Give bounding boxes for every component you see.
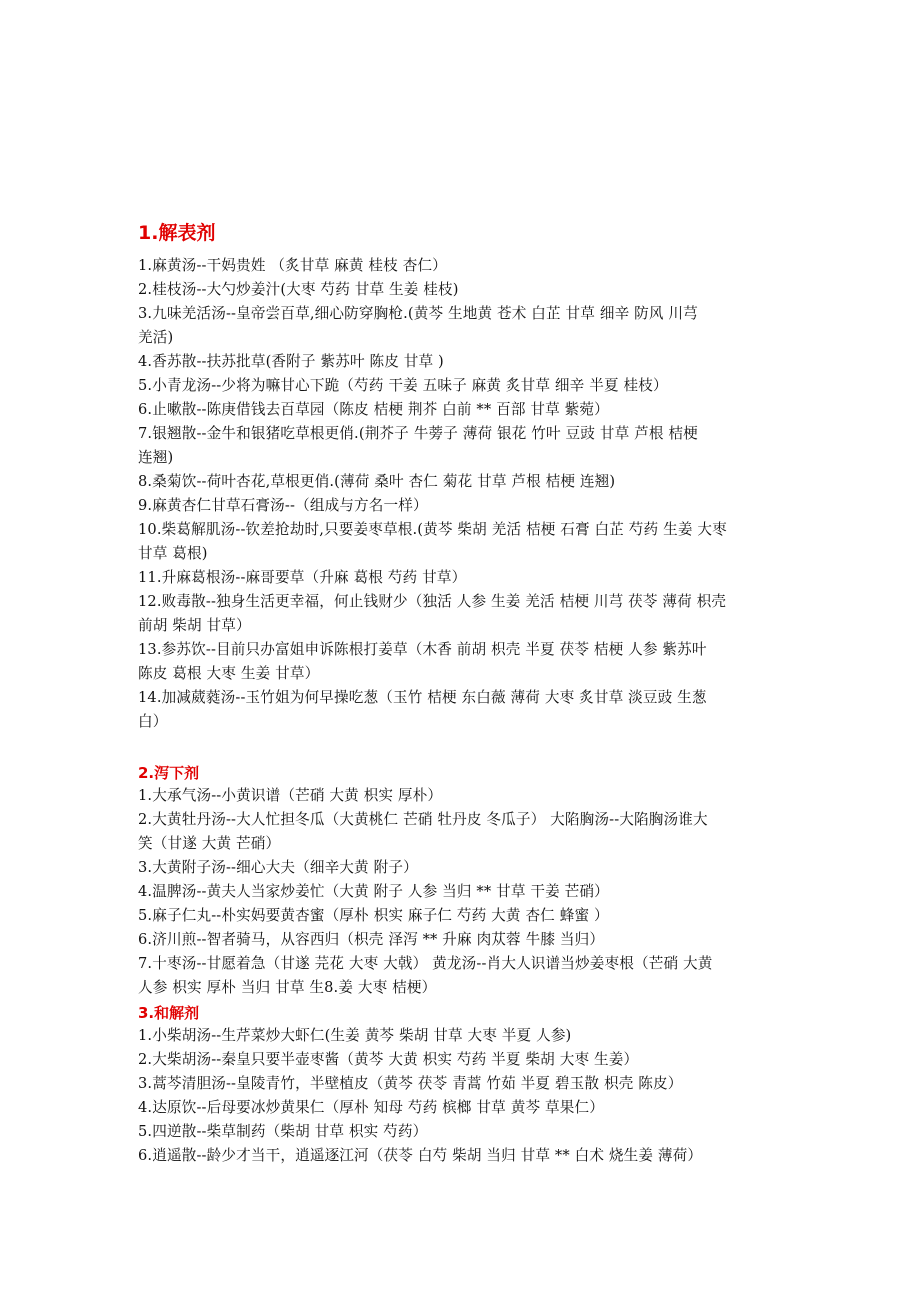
text-line: 7.银翘散--金牛和银猪吃草根更俏.(荆芥子 牛蒡子 薄荷 银花 竹叶 豆豉 甘草 芦根 桔梗 — [138, 425, 698, 442]
text-line: 人参 枳实 厚朴 当归 甘草 生8.姜 大枣 桔梗） — [138, 979, 437, 996]
section-title-hejie: 3.和解剂 — [138, 1004, 200, 1022]
text-line: 白） — [138, 713, 168, 730]
text-line: 1.麻黄汤--干妈贵姓 （炙甘草 麻黄 桂枝 杏仁） — [138, 257, 447, 274]
text-line: 5.四逆散--柴草制药（柴胡 甘草 枳实 芍药） — [138, 1123, 428, 1140]
text-line: 6.逍遥散--龄少才当干，逍遥逐江河（茯苓 白芍 柴胡 当归 甘草 ** 白术 烧生姜 薄荷） — [138, 1147, 703, 1164]
text-line: 7.十枣汤--甘愿着急（甘遂 芫花 大枣 大戟） 黄龙汤--肖大人识谱当炒姜枣根（芒硝 大黄 — [138, 955, 713, 972]
text-line: 5.麻子仁丸--朴实妈要黄杏蜜（厚朴 枳实 麻子仁 芍药 大黄 杏仁 蜂蜜 ） — [138, 907, 609, 924]
text-line: 6.济川煎--智者骑马，从容西归（枳壳 泽泻 ** 升麻 肉苁蓉 牛膝 当归） — [138, 931, 605, 948]
text-line: 4.温脾汤--黄夫人当家炒姜忙（大黄 附子 人参 当归 ** 甘草 干姜 芒硝） — [138, 883, 609, 900]
text-line: 羌活) — [138, 329, 174, 346]
text-line: 陈皮 葛根 大枣 生姜 甘草） — [138, 665, 320, 682]
text-line: 4.香苏散--扶苏批草(香附子 紫苏叶 陈皮 甘草 ) — [138, 353, 444, 370]
text-line: 12.败毒散--独身生活更幸福，何止钱财少（独活 人参 生姜 羌活 桔梗 川芎 茯苓 薄荷 枳壳 — [138, 593, 727, 610]
text-line: 6.止嗽散--陈庚借钱去百草园（陈皮 桔梗 荆芥 白前 ** 百部 甘草 紫菀） — [138, 401, 609, 418]
text-line: 8.桑菊饮--荷叶杏花,草根更俏.(薄荷 桑叶 杏仁 菊花 甘草 芦根 桔梗 连翘) — [138, 473, 616, 490]
text-line: 9.麻黄杏仁甘草石膏汤--（组成与方名一样） — [138, 497, 428, 514]
text-line: 5.小青龙汤--少将为嘛甘心下跪（芍药 干姜 五味子 麻黄 炙甘草 细辛 半夏 桂枝） — [138, 377, 668, 394]
text-line: 13.参苏饮--目前只办富姐申诉陈根打姜草（木香 前胡 枳壳 半夏 茯苓 桔梗 人参 紫苏叶 — [138, 641, 707, 658]
text-line: 3.九味羌活汤--皇帝尝百草,细心防穿胸枪.(黄芩 生地黄 苍术 白芷 甘草 细辛 防风 川芎 — [138, 305, 698, 322]
text-line: 前胡 柴胡 甘草） — [138, 617, 251, 634]
section-title-xiexia: 2.泻下剂 — [138, 764, 200, 782]
text-line: 笑（甘遂 大黄 芒硝） — [138, 835, 281, 852]
text-line: 11.升麻葛根汤--麻哥要草（升麻 葛根 芍药 甘草） — [138, 569, 467, 586]
text-line: 4.达原饮--后母要冰炒黄果仁（厚朴 知母 芍药 槟榔 甘草 黄芩 草果仁） — [138, 1099, 604, 1116]
text-line: 1.小柴胡汤--生芹菜炒大虾仁(生姜 黄芩 柴胡 甘草 大枣 半夏 人参) — [138, 1027, 572, 1044]
text-line: 10.柴葛解肌汤--钦差抢劫时,只要姜枣草根.(黄芩 柴胡 羌活 桔梗 石膏 白芷 芍药 生姜 大枣 — [138, 521, 727, 538]
text-line: 2.大柴胡汤--秦皇只要半壶枣酱（黄芩 大黄 枳实 芍药 半夏 柴胡 大枣 生姜） — [138, 1051, 639, 1068]
text-line: 连翘) — [138, 449, 174, 466]
text-line: 1.大承气汤--小黄识谱（芒硝 大黄 枳实 厚朴） — [138, 787, 443, 804]
section-title-jiebiao: 1.解表剂 — [138, 222, 216, 244]
text-line: 2.桂枝汤--大勺炒姜汁(大枣 芍药 甘草 生姜 桂枝) — [138, 281, 459, 298]
text-line: 甘草 葛根) — [138, 545, 208, 562]
document-page — [138, 0, 784, 1302]
text-line: 3.大黄附子汤--细心大夫（细辛大黄 附子） — [138, 859, 418, 876]
text-line: 3.蒿芩清胆汤--皇陵青竹，半壁植皮（黄芩 茯苓 青蒿 竹茹 半夏 碧玉散 枳壳 陈皮） — [138, 1075, 683, 1092]
text-line: 14.加减葳蕤汤--玉竹姐为何早操吃葱（玉竹 桔梗 东白薇 薄荷 大枣 炙甘草 淡豆豉 生葱 — [138, 689, 707, 706]
text-line: 2.大黄牡丹汤--大人忙担冬瓜（大黄桃仁 芒硝 牡丹皮 冬瓜子） 大陷胸汤--大陷胸汤谁大 — [138, 811, 708, 828]
